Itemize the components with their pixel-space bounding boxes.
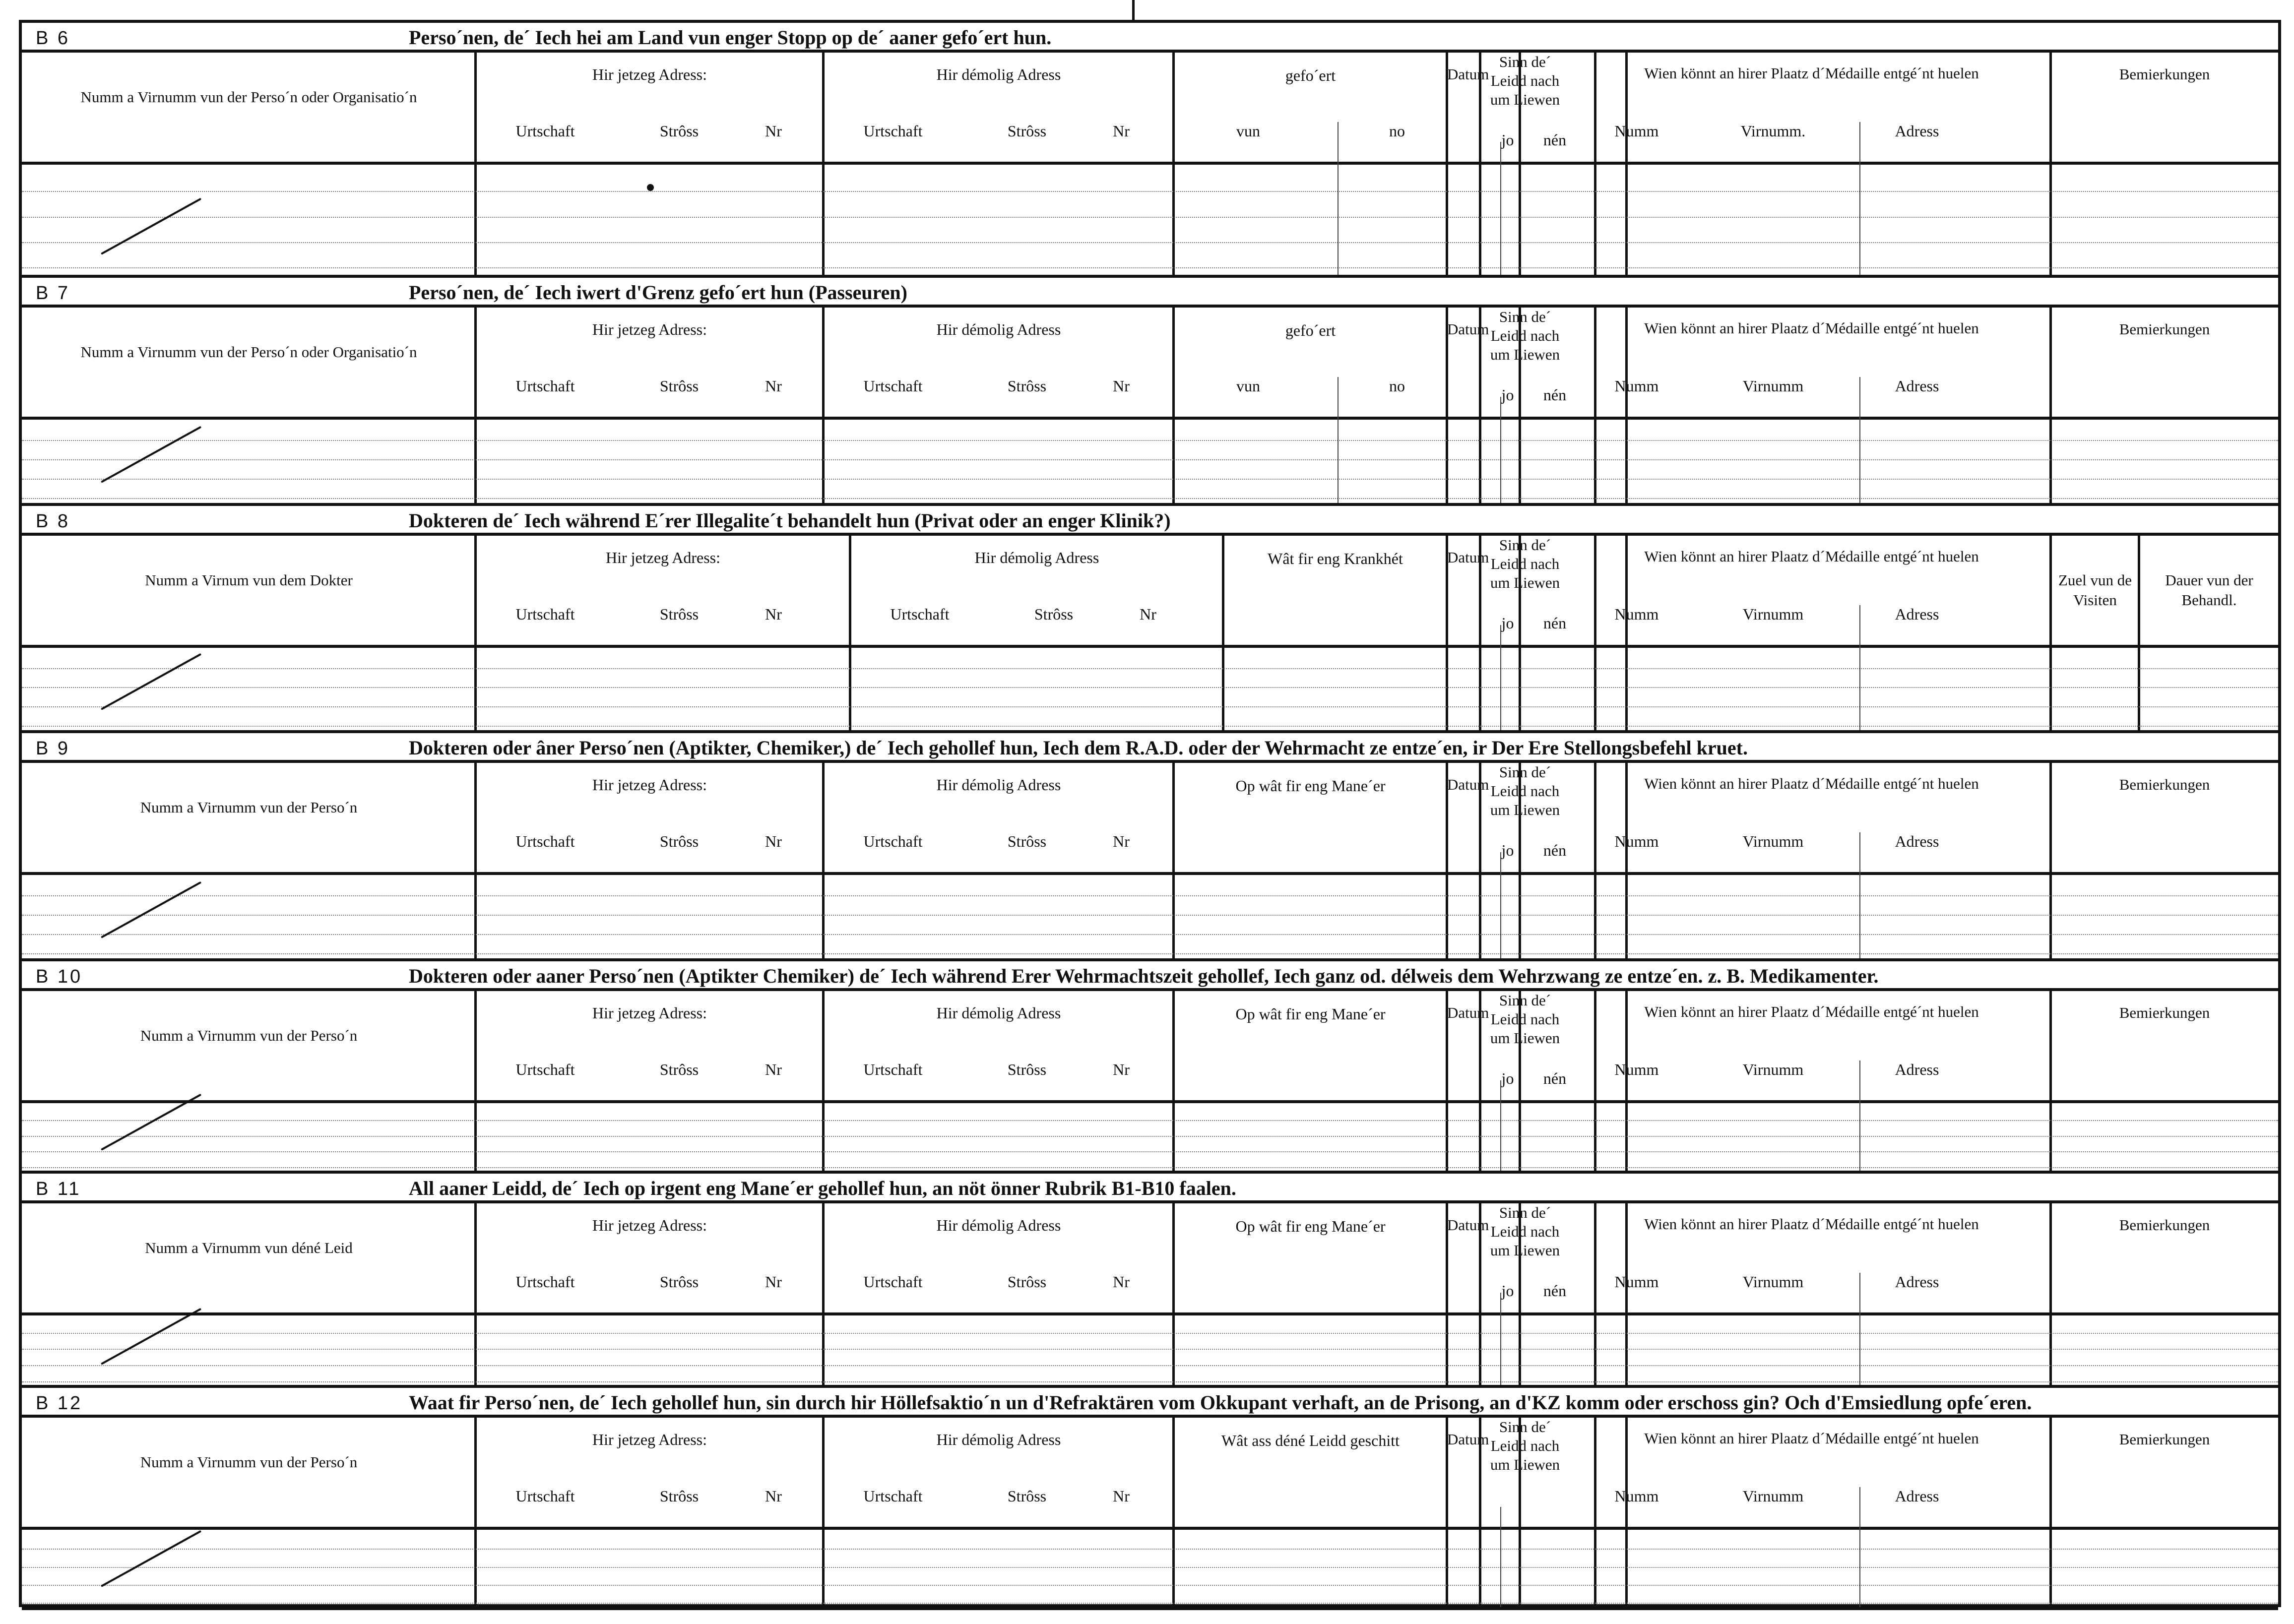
former-town-label: Urtschaft bbox=[863, 1273, 923, 1291]
current-street-label: Strôss bbox=[659, 1273, 699, 1291]
date-column-header: Datum bbox=[1447, 320, 1489, 338]
entry-line bbox=[22, 1603, 2278, 1604]
alive-column-header: Sinn de´ Leidd nach um Liewen bbox=[1490, 763, 1560, 818]
remarks-column-header: Bemierkungen bbox=[2119, 776, 2210, 793]
section-grid bbox=[22, 763, 2278, 961]
detail-column-header: Wât fir eng Krankhét bbox=[1268, 550, 1403, 567]
column-divider bbox=[1594, 308, 1596, 506]
detail-sub-to: no bbox=[1389, 122, 1405, 140]
section-grid bbox=[22, 53, 2278, 278]
jo-nen-divider bbox=[1500, 1293, 1501, 1388]
entry-line bbox=[22, 706, 2278, 707]
current-street-label: Strôss bbox=[659, 122, 699, 140]
entry-line bbox=[22, 459, 2278, 460]
section-title-bar bbox=[22, 278, 2278, 308]
current-street-label: Strôss bbox=[659, 1487, 699, 1505]
section-border bbox=[22, 1607, 2278, 1610]
medal-address-label: Adress bbox=[1895, 1061, 1939, 1078]
entry-line bbox=[22, 1349, 2278, 1350]
current-nr-label: Nr bbox=[765, 1487, 782, 1505]
section-code: B 11 bbox=[36, 1179, 81, 1199]
medal-column-header: Wien könnt an hirer Plaatz d´Médaille entgé´nt huelen bbox=[1644, 1215, 1979, 1233]
section-code: B 7 bbox=[36, 283, 70, 304]
detail-column-header: gefo´ert bbox=[1285, 321, 1336, 339]
section-code: B 8 bbox=[36, 511, 70, 532]
column-divider bbox=[1172, 53, 1175, 278]
former-town-label: Urtschaft bbox=[863, 377, 923, 395]
column-divider bbox=[1594, 53, 1596, 278]
section-heading: Waat fir Perso´nen, de´ Iech gehollef hun, sin durch hir Höllefsaktio´n un d'Refraktären vom Okkupant verhaft, an de Prisong, an d'KZ komm oder erschoss gin? Och d'Emsiedlung opfe´eren. bbox=[409, 1391, 2032, 1414]
jo-nen-divider bbox=[1500, 142, 1501, 278]
column-divider bbox=[2049, 536, 2052, 733]
date-column-header: Datum bbox=[1447, 776, 1489, 793]
entry-line bbox=[22, 1167, 2278, 1168]
medal-column-header: Wien könnt an hirer Plaatz d´Médaille entgé´nt huelen bbox=[1644, 319, 1979, 337]
current-street-label: Strôss bbox=[659, 1061, 699, 1078]
medal-firstname-label: Virnumm bbox=[1742, 1487, 1804, 1505]
name-column-header: Numm a Virnumm vun der Perso´n bbox=[140, 1453, 358, 1471]
medal-address-label: Adress bbox=[1895, 832, 1939, 850]
former-address-header: Hir démolig Adress bbox=[936, 1216, 1061, 1234]
detail-column-header: Wât ass déné Leidd geschitt bbox=[1221, 1432, 1400, 1449]
pen-stroke-mark bbox=[101, 1530, 201, 1587]
section-b11 bbox=[22, 1174, 2278, 1388]
column-divider bbox=[1625, 53, 1628, 278]
former-address-header: Hir démolig Adress bbox=[936, 776, 1061, 794]
former-nr-label: Nr bbox=[1113, 832, 1130, 850]
former-nr-label: Nr bbox=[1113, 1273, 1130, 1291]
current-address-header: Hir jetzeg Adress: bbox=[592, 1004, 707, 1022]
header-separator bbox=[22, 162, 2278, 165]
column-divider bbox=[2138, 536, 2140, 733]
date-column-header: Datum bbox=[1447, 549, 1489, 566]
section-title-bar bbox=[22, 961, 2278, 991]
pen-stroke-mark bbox=[101, 426, 201, 483]
header-separator bbox=[22, 417, 2278, 420]
former-street-label: Strôss bbox=[1007, 832, 1047, 850]
current-nr-label: Nr bbox=[765, 605, 782, 623]
entry-line bbox=[22, 1381, 2278, 1382]
former-address-header: Hir démolig Adress bbox=[974, 549, 1099, 566]
alive-column-header: Sinn de´ Leidd nach um Liewen bbox=[1490, 992, 1560, 1047]
current-street-label: Strôss bbox=[659, 832, 699, 850]
name-column-header: Numm a Virnumm vun déné Leid bbox=[145, 1239, 353, 1256]
section-b10 bbox=[22, 961, 2278, 1174]
jo-nen-divider bbox=[1500, 1507, 1501, 1610]
virnumm-adress-divider bbox=[1859, 1487, 1860, 1610]
entry-line bbox=[22, 440, 2278, 441]
section-title-bar bbox=[22, 1174, 2278, 1203]
current-town-label: Urtschaft bbox=[515, 1061, 575, 1078]
pen-stroke-mark bbox=[101, 881, 201, 938]
section-grid bbox=[22, 1418, 2278, 1610]
name-column-header: Numm a Virnumm vun der Perso´n oder Organisatio´n bbox=[80, 343, 417, 361]
entry-line bbox=[22, 1136, 2278, 1137]
current-nr-label: Nr bbox=[765, 377, 782, 395]
section-heading: All aaner Leidd, de´ Iech op irgent eng Mane´er gehollef hun, an nöt önner Rubrik B1-B10 faalen. bbox=[409, 1177, 1236, 1199]
pen-stroke-mark bbox=[101, 1308, 201, 1365]
virnumm-adress-divider bbox=[1859, 377, 1860, 506]
date-column-header: Datum bbox=[1447, 1216, 1489, 1234]
former-town-label: Urtschaft bbox=[863, 1061, 923, 1078]
remarks-column-header: Bemierkungen bbox=[2119, 1004, 2210, 1021]
column-divider bbox=[1594, 763, 1596, 961]
former-street-label: Strôss bbox=[1007, 1061, 1047, 1078]
pen-stroke-mark bbox=[101, 198, 201, 255]
medal-address-label: Adress bbox=[1895, 122, 1939, 140]
alive-yes-label: jo bbox=[1501, 131, 1514, 149]
detail-column-header: gefo´ert bbox=[1285, 66, 1336, 84]
section-b6 bbox=[22, 23, 2278, 278]
alive-column-header: Sinn de´ Leidd nach um Liewen bbox=[1490, 536, 1560, 591]
entry-line bbox=[22, 726, 2278, 727]
section-heading: Perso´nen, de´ Iech hei am Land vun enger Stopp op de´ aaner gefo´ert hun. bbox=[409, 26, 1052, 49]
section-code: B 6 bbox=[36, 28, 70, 49]
alive-column-header: Sinn de´ Leidd nach um Liewen bbox=[1490, 308, 1560, 363]
alive-yes-label: jo bbox=[1501, 614, 1514, 632]
section-code: B 10 bbox=[36, 966, 83, 987]
header-separator bbox=[22, 645, 2278, 648]
current-address-header: Hir jetzeg Adress: bbox=[592, 65, 707, 83]
alive-yes-label: jo bbox=[1501, 1282, 1514, 1300]
medal-address-label: Adress bbox=[1895, 377, 1939, 395]
current-address-header: Hir jetzeg Adress: bbox=[592, 320, 707, 338]
form-sections bbox=[22, 23, 2278, 1604]
alive-no-label: nén bbox=[1543, 614, 1567, 632]
medal-firstname-label: Virnumm bbox=[1742, 605, 1804, 623]
section-b9 bbox=[22, 733, 2278, 961]
medal-column-header: Wien könnt an hirer Plaatz d´Médaille entgé´nt huelen bbox=[1644, 548, 1979, 565]
header-separator bbox=[22, 1100, 2278, 1103]
alive-no-label: nén bbox=[1543, 131, 1567, 149]
entry-line bbox=[22, 267, 2278, 268]
medal-firstname-label: Virnumm bbox=[1742, 377, 1804, 395]
medal-name-label: Numm bbox=[1614, 1061, 1659, 1078]
jo-nen-divider bbox=[1500, 1080, 1501, 1174]
entry-line bbox=[22, 479, 2278, 480]
current-address-header: Hir jetzeg Adress: bbox=[592, 776, 707, 794]
medal-name-label: Numm bbox=[1614, 832, 1659, 850]
medal-column-header: Wien könnt an hirer Plaatz d´Médaille entgé´nt huelen bbox=[1644, 1003, 1979, 1020]
medal-name-label: Numm bbox=[1614, 377, 1659, 395]
former-nr-label: Nr bbox=[1113, 377, 1130, 395]
entry-line bbox=[22, 1120, 2278, 1121]
crop-mark bbox=[1132, 0, 1135, 20]
section-b8 bbox=[22, 506, 2278, 733]
entry-line bbox=[22, 1567, 2278, 1568]
medal-name-label: Numm bbox=[1614, 605, 1659, 623]
former-address-header: Hir démolig Adress bbox=[936, 1431, 1061, 1448]
alive-yes-label: jo bbox=[1501, 1069, 1514, 1087]
medal-firstname-label: Virnumm bbox=[1742, 832, 1804, 850]
column-divider bbox=[1594, 1418, 1596, 1610]
detail-sub-from: vun bbox=[1236, 122, 1260, 140]
name-column-header: Numm a Virnumm vun der Perso´n bbox=[140, 1027, 358, 1044]
section-heading: Dokteren de´ Iech während E´rer Illegalite´t behandelt hun (Privat oder an enger Klinik?) bbox=[409, 509, 1171, 532]
section-grid bbox=[22, 991, 2278, 1174]
entry-line bbox=[22, 1585, 2278, 1586]
section-title-bar bbox=[22, 506, 2278, 536]
former-nr-label: Nr bbox=[1113, 1487, 1130, 1505]
former-address-header: Hir démolig Adress bbox=[936, 320, 1061, 338]
former-nr-label: Nr bbox=[1113, 122, 1130, 140]
remarks-column-header: Bemierkungen bbox=[2119, 1216, 2210, 1234]
virnumm-adress-divider bbox=[1859, 605, 1860, 733]
jo-nen-divider bbox=[1500, 852, 1501, 961]
medal-name-label: Numm bbox=[1614, 1487, 1659, 1505]
section-heading: Perso´nen, de´ Iech iwert d'Grenz gefo´ert hun (Passeuren) bbox=[409, 281, 907, 304]
column-divider bbox=[474, 53, 477, 278]
former-street-label: Strôss bbox=[1007, 377, 1047, 395]
section-grid bbox=[22, 308, 2278, 506]
current-nr-label: Nr bbox=[765, 832, 782, 850]
former-town-label: Urtschaft bbox=[890, 605, 950, 623]
current-town-label: Urtschaft bbox=[515, 122, 575, 140]
detail-sub-from: vun bbox=[1236, 377, 1260, 395]
current-town-label: Urtschaft bbox=[515, 605, 575, 623]
current-nr-label: Nr bbox=[765, 1273, 782, 1291]
ink-speck bbox=[647, 184, 654, 191]
entry-line bbox=[22, 687, 2278, 688]
former-nr-label: Nr bbox=[1113, 1061, 1130, 1078]
name-column-header: Numm a Virnum vun dem Dokter bbox=[145, 571, 353, 589]
header-separator bbox=[22, 1312, 2278, 1315]
section-title-bar bbox=[22, 23, 2278, 53]
detail-column-header: Op wât fir eng Mane´er bbox=[1235, 1005, 1386, 1023]
treatment-duration-header: Dauer vun der Behandl. bbox=[2165, 571, 2253, 609]
current-address-header: Hir jetzeg Adress: bbox=[592, 1431, 707, 1448]
name-column-header: Numm a Virnumm vun der Perso´n bbox=[140, 799, 358, 816]
medal-firstname-label: Virnumm bbox=[1742, 1061, 1804, 1078]
alive-no-label: nén bbox=[1543, 841, 1567, 859]
header-separator bbox=[22, 872, 2278, 875]
section-title-bar bbox=[22, 733, 2278, 763]
current-address-header: Hir jetzeg Adress: bbox=[592, 1216, 707, 1234]
current-street-label: Strôss bbox=[659, 377, 699, 395]
section-grid bbox=[22, 536, 2278, 733]
alive-column-header: Sinn de´ Leidd nach um Liewen bbox=[1490, 1204, 1560, 1259]
medal-column-header: Wien könnt an hirer Plaatz d´Médaille entgé´nt huelen bbox=[1644, 775, 1979, 792]
column-divider bbox=[1594, 536, 1596, 733]
current-address-header: Hir jetzeg Adress: bbox=[605, 549, 721, 566]
former-address-header: Hir démolig Adress bbox=[936, 65, 1061, 83]
section-b12 bbox=[22, 1388, 2278, 1610]
alive-yes-label: jo bbox=[1501, 841, 1514, 859]
entry-line bbox=[22, 217, 2278, 218]
former-nr-label: Nr bbox=[1140, 605, 1156, 623]
current-town-label: Urtschaft bbox=[515, 1273, 575, 1291]
entry-line bbox=[22, 1549, 2278, 1550]
column-divider bbox=[1446, 53, 1448, 278]
medal-name-label: Numm bbox=[1614, 122, 1659, 140]
jo-nen-divider bbox=[1500, 397, 1501, 506]
current-nr-label: Nr bbox=[765, 122, 782, 140]
medal-column-header: Wien könnt an hirer Plaatz d´Médaille entgé´nt huelen bbox=[1644, 1430, 1979, 1447]
former-address-header: Hir démolig Adress bbox=[936, 1004, 1061, 1022]
jo-nen-divider bbox=[1500, 625, 1501, 733]
former-town-label: Urtschaft bbox=[863, 832, 923, 850]
pen-stroke-mark bbox=[101, 653, 201, 710]
remarks-column-header: Bemierkungen bbox=[2119, 320, 2210, 338]
alive-no-label: nén bbox=[1543, 1282, 1567, 1300]
remarks-column-header: Bemierkungen bbox=[2119, 1431, 2210, 1448]
current-street-label: Strôss bbox=[659, 605, 699, 623]
date-column-header: Datum bbox=[1447, 65, 1489, 83]
alive-yes-label: jo bbox=[1501, 386, 1514, 404]
former-town-label: Urtschaft bbox=[863, 1487, 923, 1505]
medal-column-header: Wien könnt an hirer Plaatz d´Médaille entgé´nt huelen bbox=[1644, 64, 1979, 82]
former-street-label: Strôss bbox=[1007, 1273, 1047, 1291]
medal-address-label: Adress bbox=[1895, 1487, 1939, 1505]
entry-line bbox=[22, 191, 2278, 192]
entry-line bbox=[22, 915, 2278, 916]
section-code: B 12 bbox=[36, 1393, 83, 1414]
former-street-label: Strôss bbox=[1034, 605, 1074, 623]
alive-no-label: nén bbox=[1543, 386, 1567, 404]
current-town-label: Urtschaft bbox=[515, 832, 575, 850]
section-grid bbox=[22, 1203, 2278, 1388]
alive-column-header: Sinn de´ Leidd nach um Liewen bbox=[1490, 53, 1560, 108]
medal-address-label: Adress bbox=[1895, 605, 1939, 623]
medal-firstname-label: Virnumm bbox=[1742, 1273, 1804, 1291]
entry-line bbox=[22, 934, 2278, 935]
section-code: B 9 bbox=[36, 738, 70, 759]
column-divider bbox=[2049, 53, 2052, 278]
section-b7 bbox=[22, 278, 2278, 506]
detail-sub-to: no bbox=[1389, 377, 1405, 395]
current-town-label: Urtschaft bbox=[515, 1487, 575, 1505]
entry-line bbox=[22, 1365, 2278, 1366]
date-column-header: Datum bbox=[1447, 1004, 1489, 1021]
medal-firstname-label: Virnumm. bbox=[1740, 122, 1806, 140]
column-divider bbox=[1594, 991, 1596, 1174]
entry-line bbox=[22, 668, 2278, 669]
section-heading: Dokteren oder aaner Perso´nen (Aptikter Chemiker) de´ Iech während Erer Wehrmachtszeit gehollef, Iech ganz od. délweis dem Wehrzwang ze entze´en. z. B. Medikamenter. bbox=[409, 965, 1879, 987]
current-nr-label: Nr bbox=[765, 1061, 782, 1078]
section-heading: Dokteren oder âner Perso´nen (Aptikter, Chemiker,) de´ Iech gehollef hun, Iech dem R.A.D. oder der Wehrmacht ze entze´en, ir Der Ere Stellongsbefehl kruet. bbox=[409, 737, 1748, 759]
detail-column-header: Op wât fir eng Mane´er bbox=[1235, 777, 1386, 795]
column-divider bbox=[1594, 1203, 1596, 1388]
visits-column-header: Zuel vun de Visiten bbox=[2058, 571, 2132, 609]
medal-address-label: Adress bbox=[1895, 1273, 1939, 1291]
entry-line bbox=[22, 1333, 2278, 1334]
detail-column-header: Op wât fir eng Mane´er bbox=[1235, 1217, 1386, 1235]
header-separator bbox=[22, 1527, 2278, 1530]
former-street-label: Strôss bbox=[1007, 122, 1047, 140]
date-column-header: Datum bbox=[1447, 1431, 1489, 1448]
former-street-label: Strôss bbox=[1007, 1487, 1047, 1505]
entry-line bbox=[22, 498, 2278, 499]
entry-line bbox=[22, 895, 2278, 896]
entry-line bbox=[22, 953, 2278, 954]
form-sheet bbox=[19, 20, 2281, 1607]
medal-name-label: Numm bbox=[1614, 1273, 1659, 1291]
remarks-column-header: Bemierkungen bbox=[2119, 65, 2210, 83]
alive-column-header: Sinn de´ Leidd nach um Liewen bbox=[1490, 1418, 1560, 1473]
alive-no-label: nén bbox=[1543, 1069, 1567, 1087]
virnumm-adress-divider bbox=[1859, 122, 1860, 278]
entry-line bbox=[22, 1151, 2278, 1152]
former-town-label: Urtschaft bbox=[863, 122, 923, 140]
name-column-header: Numm a Virnumm vun der Perso´n oder Organisatio´n bbox=[80, 88, 417, 106]
section-title-bar bbox=[22, 1388, 2278, 1418]
column-divider bbox=[822, 53, 825, 278]
virnumm-adress-divider bbox=[1859, 832, 1860, 961]
current-town-label: Urtschaft bbox=[515, 377, 575, 395]
entry-line bbox=[22, 242, 2278, 243]
